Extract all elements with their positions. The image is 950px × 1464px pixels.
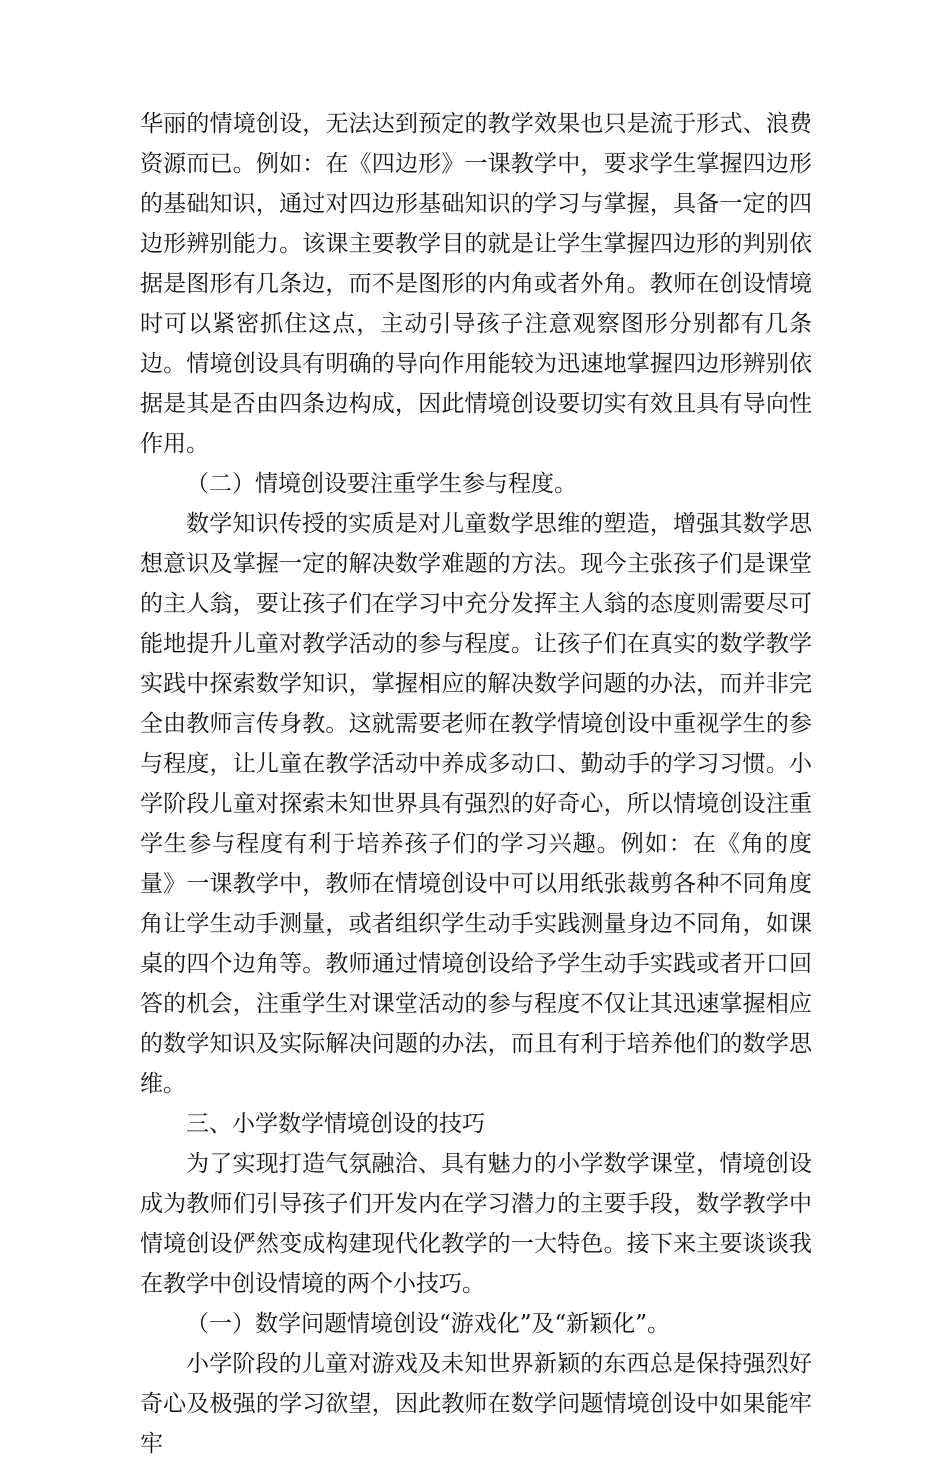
paragraph-gamification: 小学阶段的儿童对游戏及未知世界新颖的东西总是保持强烈好奇心及极强的学习欲望，因此教师在数学问题情境创设中如果能牢牢 <box>140 1351 812 1457</box>
paragraph-continuation: 华丽的情境创设，无法达到预定的教学效果也只是流于形式、浪费资源而已。例如：在《四边形》一课教学中，要求学生掌握四边形的基础知识，通过对四边形基础知识的学习与掌握，具备一定的四边形辨别能力。该课主要教学目的就是让学生掌握四边形的判别依据是图形有几条边，而不是图形的内角或者外角。教师在创设情境时可以紧密抓住这点，主动引导孩子注意观察图形分别都有几条边。情境创设具有明确的导向作用能较为迅速地掌握四边形辨别依据是其是否由四条边构成，因此情境创设要切实有效且具有导向性作用。 <box>140 111 812 457</box>
document-body <box>140 104 812 1464</box>
section-heading-student-participation: （二）情境创设要注重学生参与程度。 <box>186 471 577 497</box>
paragraph-student-participation: 数学知识传授的实质是对儿童数学思维的塑造，增强其数学思想意识及掌握一定的解决数学难题的方法。现今主张孩子们是课堂的主人翁，要让孩子们在学习中充分发挥主人翁的态度则需要尽可能地提升儿童对教学活动的参与程度。让孩子们在真实的数学教学实践中探索数学知识，掌握相应的解决数学问题的办法，而并非完全由教师言传身教。这就需要老师在教学情境创设中重视学生的参与程度，让儿童在教学活动中养成多动口、勤动手的学习习惯。小学阶段儿童对探索未知世界具有强烈的好奇心，所以情境创设注重学生参与程度有利于培养孩子们的学习兴趣。例如：在《角的度量》一课教学中，教师在情境创设中可以用纸张裁剪各种不同角度角让学生动手测量，或者组织学生动手实践测量身边不同角，如课桌的四个边角等。教师通过情境创设给予学生动手实践或者开口回答的机会，注重学生对课堂活动的参与程度不仅让其迅速掌握相应的数学知识及实际解决问题的办法，而且有利于培养他们的数学思维。 <box>140 511 812 1097</box>
section-heading-gamification: （一）数学问题情境创设“游戏化”及“新颖化”。 <box>186 1311 671 1337</box>
paragraph-techniques-intro: 为了实现打造气氛融洽、具有魅力的小学数学课堂，情境创设成为教师们引导孩子们开发内在学习潜力的主要手段，数学教学中情境创设俨然变成构建现代化教学的一大特色。接下来主要谈谈我在教学中创设情境的两个小技巧。 <box>140 1151 812 1297</box>
section-heading-techniques: 三、小学数学情境创设的技巧 <box>186 1111 485 1137</box>
